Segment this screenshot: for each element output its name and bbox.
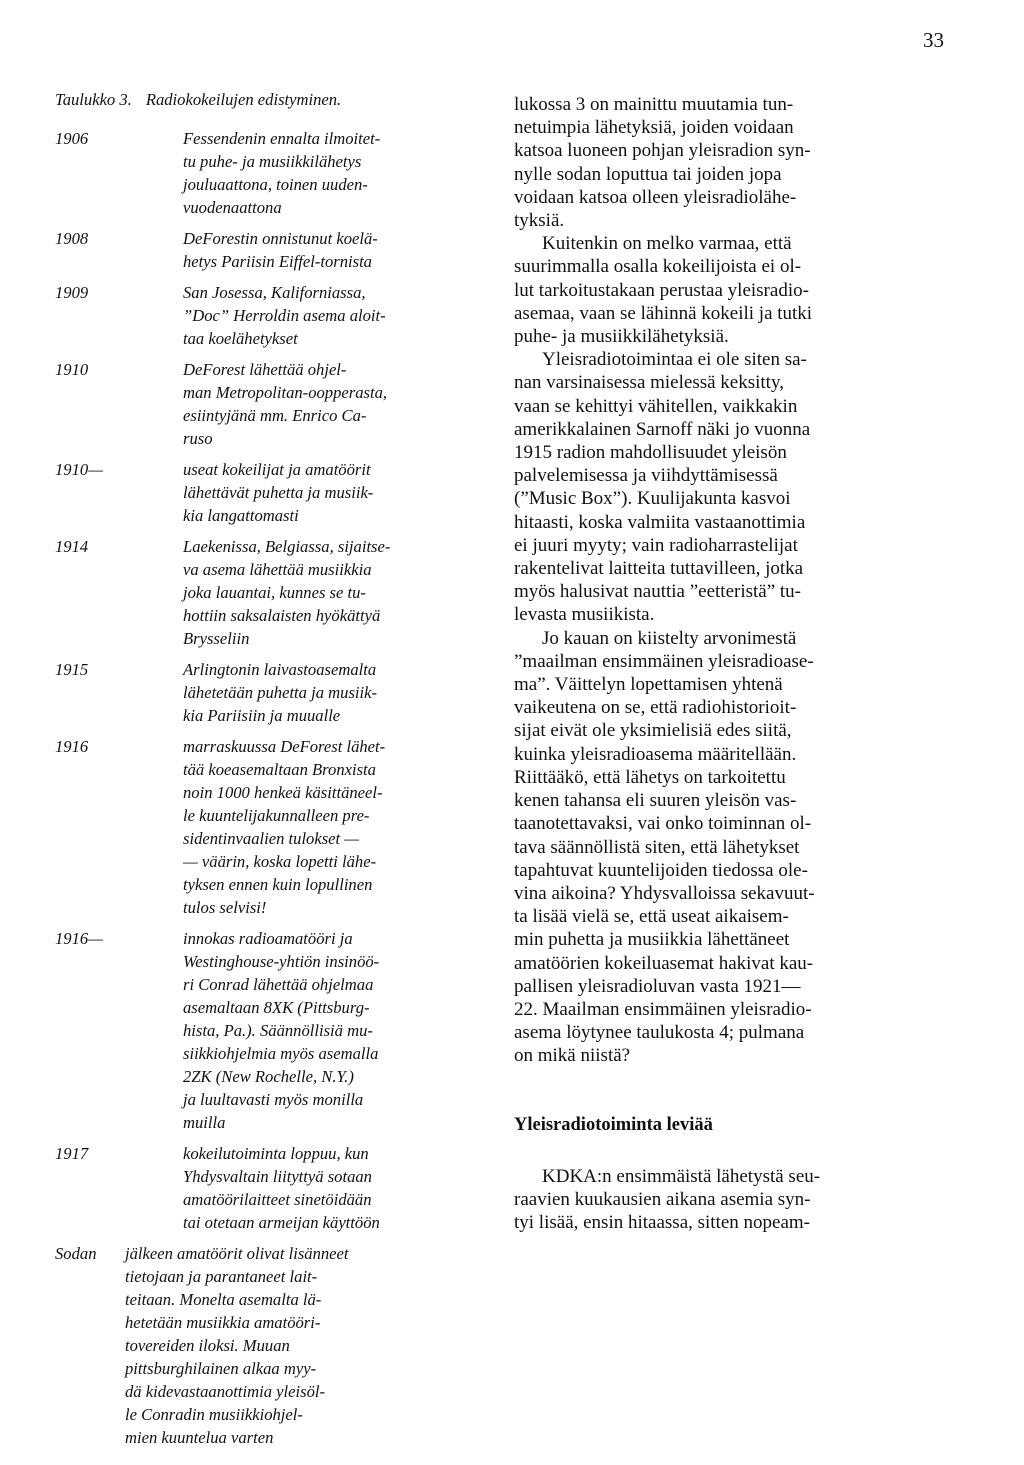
table-footnote	[55, 1242, 475, 1449]
entry-text: useat kokeilijat ja amatöörit lähettävät puhetta ja musiik- kia langattomasti	[183, 460, 374, 525]
table-row	[55, 535, 475, 650]
body-paragraph: Kuitenkin on melko varmaa, että suurimmalla osalla kokeilijoista ei ol- lut tarkoitustakaan perustaa yleisradio- asemaa, vaan se lähinnä kokeili ja tutki puhe- ja musiikkilähetyksiä.	[514, 233, 813, 348]
table-caption-title: Radiokokeilujen edistyminen.	[145, 90, 342, 109]
table-row	[55, 127, 475, 219]
entry-text: Fessendenin ennalta ilmoitet- tu puhe- ja musiikkilähetys jouluaattona, toinen uuden- vuodenaattona	[183, 129, 381, 217]
entry-text: San Josessa, Kaliforniassa, ”Doc” Herroldin asema aloit- taa koelähetykset	[183, 283, 386, 348]
body-paragraph: KDKA:n ensimmäistä lähetystä seu- raavien kuukausien aikana asemia syn- tyi lisää, ensin hitaassa, sitten nopeam-	[514, 1165, 821, 1234]
table-row	[55, 927, 475, 1134]
entry-year: 1917	[55, 1144, 89, 1163]
footnote-text: jälkeen amatöörit olivat lisänneet tietojaan ja parantaneet lait- teitaan. Monelta asemalta lä- hetetään musiikkia amatööri- tovereiden iloksi. Muuan pittsburghilainen alkaa myy- dä kidevastaanottimia yleisöl- le Conradin musiikkiohjel- mien kuuntelua varten	[125, 1244, 349, 1447]
table-row	[55, 458, 475, 527]
table-row	[55, 735, 475, 919]
table-caption-label: Taulukko 3.	[55, 90, 132, 109]
entry-year: 1915	[55, 660, 89, 679]
entry-year: 1906	[55, 129, 89, 148]
body-paragraph: Yleisradiotoimintaa ei ole siten sa- nan varsinaisessa mielessä keksitty, vaan se kehittyi vähitellen, vaikkakin amerikkalainen Sarnoff näki jo vuonna 1915 radion mahdollisuudet yleisön palvelemisessa ja viihdyttämisessä (”Music Box”). Kuulijakunta kasvoi hitaasti, koska valmiita vastaanottimia ei juuri myyty; vain radioharrastelijat rakentelivat laitteita tuttavilleen, jotka myös halusivat nauttia ”eetteristä” tu- levasta musiikista.	[514, 349, 811, 626]
table-row	[55, 281, 475, 350]
body-paragraph: Jo kauan on kiistelty arvonimestä ”maailman ensimmäinen yleisradioase- ma”. Väittelyn lopettamisen yhtenä vaikeutena on se, että radiohistorioit- sijat eivät ole yksimielisiä edes siitä, kuinka yleisradioasema määritellään. Riittääkö, että lähetys on tarkoitettu kenen tahansa eli suuren yleisön vas- taanotettavaksi, vai onko toiminnan ol- tava säännöllistä siten, että lähetykset tapahtuvat kuuntelijoiden tiedossa ole- vina aikoina? Yhdysvalloissa sekavuut- ta lisää vielä se, että useat aikaisem- min puhetta ja musiikkia lähettäneet amatöörien kokeiluasemat hakivat kau- pallisen yleisradioluvan vasta 1921— 22. Maailman ensimmäinen yleisradio- asema löytynee taulukosta 4; pulmana on mikä niistä?	[514, 627, 815, 1067]
entry-year: 1916	[55, 737, 89, 756]
entry-text: Laekenissa, Belgiassa, sijaitse- va asema lähettää musiikkia joka lauantai, kunnes se tu- hottiin saksalaisten hyökättyä Brysseliin	[183, 537, 391, 648]
footnote-label: Sodan	[55, 1244, 97, 1263]
table-caption	[55, 88, 475, 111]
body-column	[514, 93, 942, 1234]
table-3	[55, 88, 475, 1449]
entry-year: 1914	[55, 537, 89, 556]
entry-year: 1910	[55, 360, 89, 379]
entry-text: DeForestin onnistunut koelä- hetys Pariisin Eiffel-tornista	[183, 229, 378, 271]
entry-text: kokeilutoiminta loppuu, kun Yhdysvaltain liityttyä sotaan amatöörilaitteet sinetöidään tai otetaan armeijan käyttöön	[183, 1144, 380, 1232]
section-heading: Yleisradiotoiminta leviää	[514, 1114, 713, 1135]
table-row	[55, 1142, 475, 1234]
entry-year: 1916—	[55, 929, 103, 948]
table-row	[55, 227, 475, 273]
entry-text: Arlingtonin laivastoasemalta lähetetään puhetta ja musiik- kia Pariisiin ja muualle	[183, 660, 378, 725]
entry-year: 1908	[55, 229, 89, 248]
page-number: 33	[923, 28, 944, 52]
entry-text: DeForest lähettää ohjel- man Metropolitan-oopperasta, esiintyjänä mm. Enrico Ca- ruso	[183, 360, 388, 448]
entry-text: innokas radioamatööri ja Westinghouse-yhtiön insinöö- ri Conrad lähettää ohjelmaa asemaltaan 8XK (Pittsburg- hista, Pa.). Säännöllisiä mu- siikkiohjelmia myös asemalla 2ZK (New Rochelle, N.Y.) ja luultavasti myös monilla muilla	[183, 929, 380, 1132]
table-row	[55, 658, 475, 727]
table-row	[55, 358, 475, 450]
body-paragraph: lukossa 3 on mainittu muutamia tun- netuimpia lähetyksiä, joiden voidaan katsoa luoneen pohjan yleisradion syn- nylle sodan loputtua tai joiden jopa voidaan katsoa olleen yleisradiolähe- tyksiä.	[514, 94, 811, 232]
entry-year: 1910—	[55, 460, 103, 479]
entry-text: marraskuussa DeForest lähet- tää koeasemaltaan Bronxista noin 1000 henkeä käsittäneel- le kuuntelijakunnalleen pre- sidentinvaalien tulokset — — väärin, koska lopetti lähe- tyksen ennen kuin lopullinen tulos selvisi!	[183, 737, 386, 917]
entry-year: 1909	[55, 283, 89, 302]
